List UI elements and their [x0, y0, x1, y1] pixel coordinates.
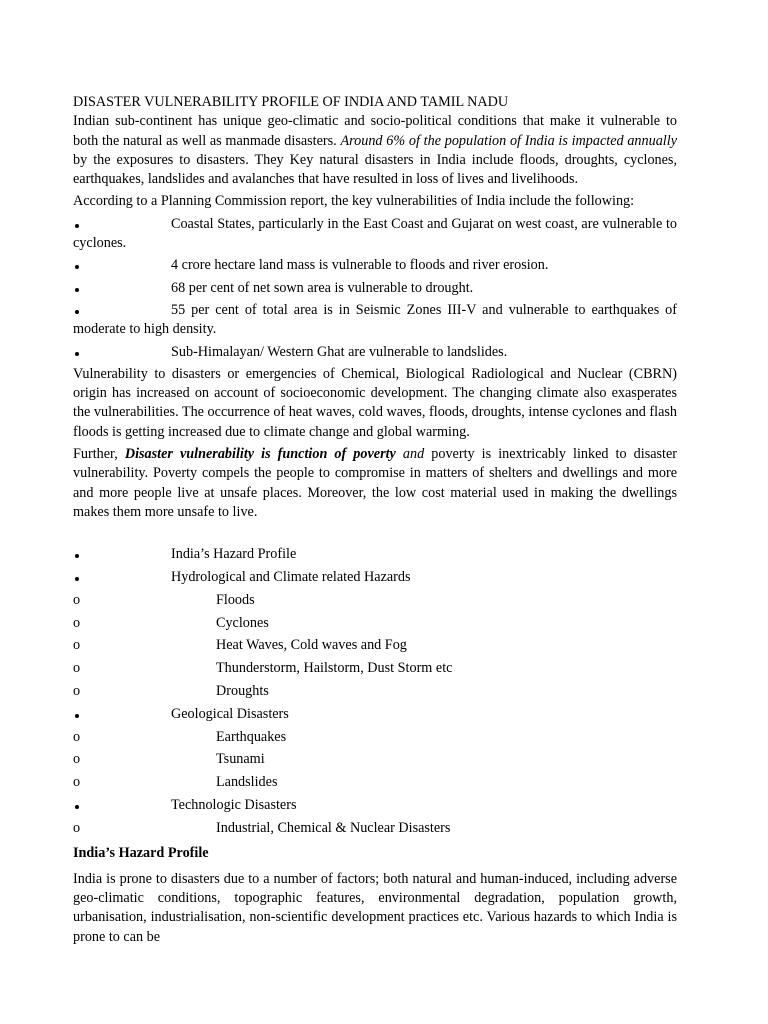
sub-bullet-marker: o	[73, 660, 81, 677]
list-item-text: Sub-Himalayan/ Western Ghat are vulnerable to landslides.	[171, 343, 508, 360]
list-item	[73, 796, 677, 819]
document-title: DISASTER VULNERABILITY PROFILE OF INDIA AND TAMIL NADU	[73, 94, 509, 110]
list-item	[73, 568, 677, 591]
list-item-text: Geological Disasters	[171, 705, 289, 722]
poverty-rest: poverty is inextricably linked to disaster vulnerability. Poverty compels the people to compromise in matters of shelters and dwellings and more and more people live at unsafe places. Moreover, the low cost material used in making the dwellings makes them more unsafe to live.	[73, 446, 678, 520]
list-item	[73, 545, 677, 568]
bullet-icon	[73, 279, 79, 298]
bullet-icon	[73, 545, 79, 564]
list-item	[73, 343, 677, 362]
sub-bullet-marker: o	[73, 728, 81, 745]
poverty-lead: Further,	[73, 446, 125, 463]
hazard-profile-heading: India’s Hazard Profile	[73, 844, 209, 861]
list-item-text: Landslides	[216, 774, 278, 791]
list-item-text: Technologic Disasters	[171, 797, 297, 813]
vulnerability-list	[73, 215, 677, 362]
list-item-text: Cyclones	[216, 614, 269, 631]
list-item-text: 68 per cent of net sown area is vulnerable to drought.	[171, 279, 474, 296]
list-item	[73, 659, 677, 682]
sub-bullet-marker: o	[73, 774, 81, 791]
intro-text-1: Indian sub-continent has unique geo-climatic and socio-political conditions that make it vulnerable to both the natural as well as manmade disasters.	[73, 113, 677, 149]
intro-italic-text: Around 6% of the population of India is impacted annually	[340, 132, 677, 149]
bullet-icon	[73, 301, 79, 320]
list-item	[73, 256, 677, 275]
bullet-icon	[73, 256, 79, 275]
list-item	[73, 728, 677, 751]
list-item-text: Coastal States, particularly in the East Coast and Gujarat on west coast, are vulnerable to cyclones.	[73, 215, 677, 252]
list-item	[73, 773, 677, 796]
list-item	[73, 215, 677, 254]
list-item-text: Heat Waves, Cold waves and Fog	[216, 637, 407, 654]
planning-commission-intro: According to a Planning Commission report, the key vulnerabilities of India include the following:	[73, 193, 635, 210]
sub-bullet-marker: o	[73, 819, 81, 836]
sub-bullet-marker: o	[73, 614, 81, 631]
poverty-bold-italic: Disaster vulnerability is function of poverty	[124, 446, 396, 463]
cbrn-paragraph: Vulnerability to disasters or emergencies of Chemical, Biological Radiological and Nuclear (CBRN) origin has increased on account of socioeconomic development. The changing climate also exasperates the vulnerabilities. The occurrence of heat waves, cold waves, floods, droughts, intense cyclones and flash floods is getting increased due to climate change and global warming.	[73, 365, 677, 440]
bullet-icon	[73, 215, 79, 234]
hazard-profile-paragraph: India is prone to disasters due to a number of factors; both natural and human-induced, including adverse geo-climatic conditions, topographic features, environmental degradation, population growth, urbanisation, industrialisation, non-scientific development practices etc. Various hazards to which India is prone to can be	[73, 870, 677, 945]
list-item-text: Industrial, Chemical & Nuclear Disasters	[216, 819, 451, 836]
document-body	[73, 93, 677, 947]
list-item-text: Tsunami	[216, 751, 265, 768]
list-item	[73, 750, 677, 773]
bullet-icon	[73, 568, 79, 587]
list-item	[73, 279, 677, 298]
poverty-italic: and	[395, 446, 432, 463]
list-item	[73, 636, 677, 659]
list-item-text: Droughts	[216, 683, 269, 700]
list-item-text: Hydrological and Climate related Hazards	[171, 569, 411, 586]
list-item-text: Thunderstorm, Hailstorm, Dust Storm etc	[216, 660, 453, 677]
list-item-text: Floods	[216, 591, 255, 608]
list-item	[73, 705, 677, 728]
bullet-icon	[73, 796, 79, 815]
sub-bullet-marker: o	[73, 591, 81, 608]
list-item	[73, 301, 677, 340]
list-item-text: Earthquakes	[216, 728, 287, 745]
intro-text-2: by the exposures to disasters. They Key natural disasters in India include floods, droughts, cyclones, earthquakes, landslides and avalanches that have resulted in loss of lives and livelihoods.	[73, 151, 677, 188]
hazard-outline-list	[73, 545, 677, 841]
sub-bullet-marker: o	[73, 751, 81, 768]
list-item	[73, 614, 677, 637]
list-item	[73, 591, 677, 614]
list-item-text: 4 crore hectare land mass is vulnerable to floods and river erosion.	[171, 257, 549, 274]
bullet-icon	[73, 705, 79, 724]
list-item-text: 55 per cent of total area is in Seismic Zones III-V and vulnerable to earthquakes of moderate to high density.	[73, 301, 677, 338]
list-item	[73, 682, 677, 705]
poverty-paragraph	[73, 445, 677, 522]
sub-bullet-marker: o	[73, 683, 81, 700]
bullet-icon	[73, 343, 79, 362]
list-item-text: India’s Hazard Profile	[171, 546, 297, 563]
intro-paragraph	[73, 112, 677, 189]
sub-bullet-marker: o	[73, 637, 81, 654]
list-item	[73, 819, 677, 842]
